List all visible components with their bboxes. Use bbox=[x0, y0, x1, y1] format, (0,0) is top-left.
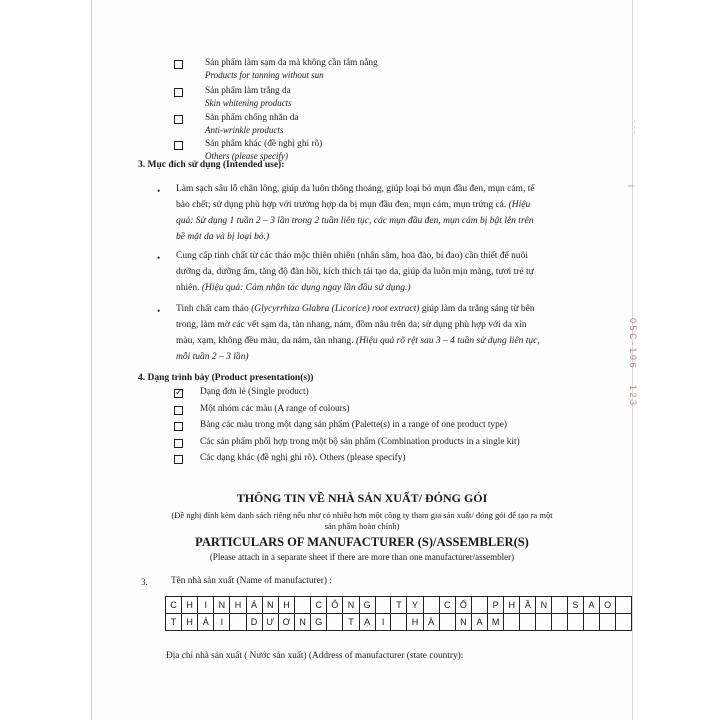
grid-cell[interactable] bbox=[552, 597, 568, 614]
manufacturer-note-vi-1: (Đề nghị đính kèm danh sách riêng nếu như có nhiều hơn một công ty tham gia sản xuất/ đóng gói để tạo ra một bbox=[171, 510, 553, 520]
grid-cell[interactable] bbox=[616, 614, 632, 631]
presentation-checkbox[interactable] bbox=[174, 439, 183, 448]
product-type-label-en: Products for tanning without sun bbox=[205, 70, 324, 80]
presentation-option-label: Bảng các màu trong một dạng sản phẩm (Palette(s) in a range of one product type) bbox=[200, 420, 507, 430]
grid-cell[interactable] bbox=[375, 597, 391, 614]
presentation-checkbox[interactable] bbox=[174, 455, 183, 464]
bullet-3-line-3-b: (Hiệu quả rõ rệt sau 3 – 4 tuần sử dụng liên tục, bbox=[355, 336, 540, 346]
grid-cell[interactable] bbox=[327, 614, 343, 631]
grid-cell[interactable]: I bbox=[214, 614, 230, 631]
grid-cell[interactable] bbox=[423, 597, 439, 614]
grid-cell[interactable]: D bbox=[246, 614, 262, 631]
grid-cell[interactable]: H bbox=[182, 597, 198, 614]
bullet-3-line-4: mỗi tuần 2 – 3 lần) bbox=[176, 352, 249, 362]
presentation-option-label: Các sản phẩm phối hợp trong một bộ sản phẩm (Combination products in a single kit) bbox=[200, 436, 520, 447]
bullet-1-line-2-italic: (Hiệu bbox=[508, 200, 531, 210]
manufacturer-note-vi-2: sản phẩm hoàn chỉnh) bbox=[324, 521, 400, 531]
bullet-1-line-2-text: bào chết; sử dụng phù hợp với trường hợp da bị mụn đầu đen, mụn cám, mụn trứng cá. bbox=[176, 200, 509, 210]
grid-cell[interactable]: G bbox=[359, 597, 375, 614]
intended-use-bullet-1 bbox=[176, 181, 535, 245]
bullet-3-line-1-b: (Glycyrrhiza Glabra (Licorice) root extract) bbox=[251, 304, 420, 314]
grid-cell[interactable]: O bbox=[600, 597, 616, 614]
grid-cell[interactable]: M bbox=[487, 614, 503, 631]
grid-cell[interactable]: H bbox=[230, 597, 246, 614]
bullet-icon: • bbox=[157, 306, 161, 316]
grid-cell[interactable]: H bbox=[504, 597, 520, 614]
manufacturer-name-label: Tên nhà sản xuất (Name of manufacturer) : bbox=[171, 576, 332, 586]
product-type-label-vi: Sản phẩm chống nhăn da bbox=[205, 113, 299, 123]
product-type-checkbox[interactable] bbox=[174, 115, 183, 124]
grid-cell[interactable]: Ư bbox=[262, 614, 278, 631]
grid-cell[interactable] bbox=[616, 597, 632, 614]
grid-cell[interactable]: H bbox=[182, 614, 198, 631]
grid-cell[interactable]: Ơ bbox=[278, 614, 294, 631]
grid-cell[interactable]: T bbox=[343, 614, 359, 631]
intended-use-heading: 3. Mục đích sử dụng (Intended use): bbox=[138, 160, 285, 170]
bullet-3-line-3 bbox=[176, 333, 540, 349]
grid-cell[interactable]: T bbox=[391, 597, 407, 614]
product-type-label-en: Others (please specify) bbox=[205, 151, 288, 161]
product-type-label-en: Skin whitening products bbox=[205, 98, 292, 108]
product-type-label-vi: Sản phẩm làm sạm da mà không cần tắm nắng bbox=[205, 58, 378, 68]
manufacturer-title-en: PARTICULARS OF MANUFACTURER (S)/ASSEMBLER(S) bbox=[195, 535, 529, 549]
presentation-option-label: Dạng đơn lẻ (Single product) bbox=[200, 387, 309, 397]
grid-cell[interactable] bbox=[439, 614, 455, 631]
bullet-3-line-3-a: màu, xạm, không đều màu, da nám, tàn nhang. bbox=[176, 336, 356, 346]
intended-use-bullet-2 bbox=[176, 248, 534, 296]
grid-cell[interactable] bbox=[552, 614, 568, 631]
grid-cell[interactable] bbox=[536, 614, 552, 631]
bullet-2-line-2: dưỡng da, dưỡng ẩm, tăng độ đàn hồi, kích thích tái tạo da, giúp da luôn mịn màng, tươi trẻ tự bbox=[176, 267, 534, 277]
grid-cell[interactable]: N bbox=[295, 614, 311, 631]
grid-cell[interactable]: Ạ bbox=[359, 614, 375, 631]
product-type-label-en: Anti-wrinkle products bbox=[205, 125, 284, 135]
bullet-2-line-3-text: nhiên. bbox=[176, 283, 202, 293]
grid-cell[interactable]: C bbox=[166, 597, 182, 614]
bullet-icon: • bbox=[157, 186, 161, 196]
bullet-3-line-1-a: Tinh chất cam thảo bbox=[176, 304, 252, 314]
product-type-label-vi: Sản phẩm khác (đề nghị ghi rõ) bbox=[205, 139, 323, 149]
grid-cell[interactable]: G bbox=[311, 614, 327, 631]
grid-row bbox=[166, 597, 632, 614]
bullet-1-line-1: Làm sạch sâu lỗ chân lông, giúp da luôn thông thoáng, giúp loại bỏ mụn đầu đen, mụn cám, tế bbox=[176, 184, 535, 194]
manufacturer-address-label: Địa chỉ nhà sản xuất ( Nước sản xuất) (Address of manufacturer (state country): bbox=[166, 651, 464, 661]
grid-cell[interactable]: C bbox=[439, 597, 455, 614]
bullet-1-line-2 bbox=[176, 197, 535, 213]
product-type-label-vi: Sản phẩm làm trắng da bbox=[205, 86, 291, 96]
grid-cell[interactable] bbox=[584, 614, 600, 631]
presentation-checkbox[interactable] bbox=[174, 422, 183, 431]
manufacturer-note-en: (Please attach in a separate sheet if there are more than one manufacturer/assembler) bbox=[209, 552, 515, 562]
product-type-checkbox[interactable] bbox=[174, 60, 183, 69]
grid-cell[interactable] bbox=[295, 597, 311, 614]
grid-cell[interactable] bbox=[504, 614, 520, 631]
presentation-option-label: Các dạng khác (đề nghị ghi rõ). Others (please specify) bbox=[200, 453, 406, 463]
grid-cell[interactable] bbox=[471, 597, 487, 614]
presentation-checkbox[interactable] bbox=[174, 406, 183, 415]
grid-cell[interactable]: N bbox=[455, 614, 471, 631]
grid-cell[interactable]: P bbox=[487, 597, 503, 614]
grid-cell[interactable]: N bbox=[536, 597, 552, 614]
grid-cell[interactable]: I bbox=[198, 597, 214, 614]
grid-cell[interactable]: Ô bbox=[327, 597, 343, 614]
grid-cell[interactable] bbox=[230, 614, 246, 631]
grid-cell[interactable]: T bbox=[166, 614, 182, 631]
grid-cell[interactable] bbox=[567, 614, 583, 631]
margin-note-lower: 0 5 C - 1 0 6 bbox=[628, 318, 638, 368]
grid-cell[interactable]: N bbox=[262, 597, 278, 614]
presentation-heading: 4. Dạng trình bày (Product presentation(s)) bbox=[138, 373, 314, 383]
bullet-2-line-3-italic: (Hiệu quả: Cảm nhận tác dụng ngay lần đầu sử dụng.) bbox=[201, 283, 411, 293]
manufacturer-item-number: 3. bbox=[141, 577, 148, 587]
bullet-3-line-1 bbox=[176, 301, 540, 317]
presentation-checkbox[interactable] bbox=[174, 389, 183, 398]
grid-cell[interactable]: H bbox=[278, 597, 294, 614]
grid-cell[interactable]: H bbox=[407, 614, 423, 631]
bullet-1-line-3: quả: Sử dụng 1 tuần 2 – 3 lần trong 2 tuần liên tục, các mụn đầu đen, mụn cám bị bật lên trên bbox=[176, 216, 534, 226]
bullet-1-line-4: bề mặt da và bị loại bỏ.) bbox=[176, 232, 270, 242]
product-type-checkbox[interactable] bbox=[174, 141, 183, 150]
margin-note-bottom: 1 2 3 bbox=[628, 385, 638, 406]
manufacturer-name-grid[interactable] bbox=[165, 596, 632, 631]
bullet-2-line-1: Cung cấp tinh chất từ các thảo mộc thiên nhiên (nhân sâm, hoa đào, bí đao) cần thiết để nuôi bbox=[176, 251, 529, 261]
grid-cell[interactable]: À bbox=[423, 614, 439, 631]
grid-cell[interactable]: A bbox=[584, 597, 600, 614]
bullet-3-line-2: trong, làm mờ các vết sạm da, tàn nhang, nám, đồm nâu trên da; sử dụng phù hợp với da xỉn bbox=[176, 320, 527, 330]
manufacturer-title-vi: THÔNG TIN VỀ NHÀ SẢN XUẤT/ ĐÓNG GÓI bbox=[236, 491, 488, 505]
grid-cell[interactable]: Á bbox=[198, 614, 214, 631]
product-type-checkbox[interactable] bbox=[174, 88, 183, 97]
margin-note-middle: i bbox=[626, 185, 636, 187]
grid-cell[interactable]: Ổ bbox=[455, 597, 471, 614]
bullet-2-line-3 bbox=[176, 280, 534, 296]
bullet-3-line-1-c: giúp làm da trắng sáng từ bên bbox=[419, 304, 535, 314]
grid-cell[interactable]: Ầ bbox=[520, 597, 536, 614]
grid-cell[interactable]: N bbox=[343, 597, 359, 614]
intended-use-bullet-3 bbox=[176, 301, 540, 365]
margin-note-top: · · · bbox=[630, 120, 640, 134]
document-page bbox=[91, 0, 633, 720]
grid-cell[interactable]: S bbox=[567, 597, 583, 614]
grid-cell[interactable]: Á bbox=[246, 597, 262, 614]
bullet-icon: • bbox=[157, 253, 161, 263]
grid-cell[interactable]: I bbox=[375, 614, 391, 631]
grid-row bbox=[166, 614, 632, 631]
grid-cell[interactable]: A bbox=[471, 614, 487, 631]
grid-cell[interactable]: C bbox=[311, 597, 327, 614]
grid-cell[interactable] bbox=[391, 614, 407, 631]
grid-cell[interactable] bbox=[600, 614, 616, 631]
grid-cell[interactable]: Y bbox=[407, 597, 423, 614]
grid-cell[interactable] bbox=[520, 614, 536, 631]
grid-cell[interactable]: N bbox=[214, 597, 230, 614]
presentation-option-label: Một nhóm các màu (A range of colours) bbox=[200, 403, 350, 414]
